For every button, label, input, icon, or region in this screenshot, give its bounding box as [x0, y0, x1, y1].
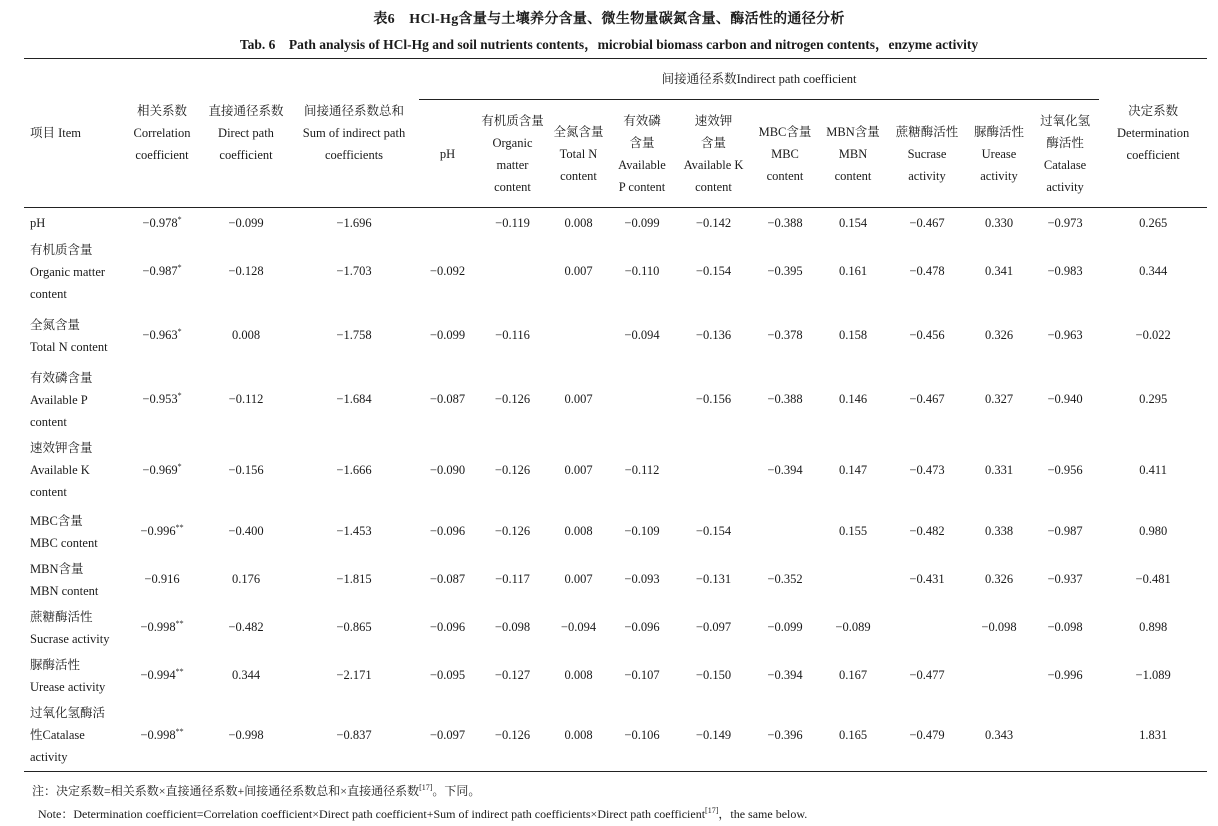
row-item-label: 速效钾含量 Available K content — [30, 441, 93, 499]
cell-indirect — [819, 556, 887, 604]
cell-direct: −0.099 — [228, 215, 264, 230]
cell-determination: −0.481 — [1135, 572, 1171, 586]
cell-indirect: 0.007 — [564, 392, 593, 406]
cell-indirect: −0.154 — [695, 264, 732, 278]
table-row — [24, 604, 1207, 652]
cell-determination: 0.411 — [1139, 462, 1167, 477]
note-cn: 注：决定系数=相关系数×直接通径系数+间接通径系数总和×直接通径系数[17]。下同。 — [32, 783, 481, 798]
cell-indirect: −0.098 — [981, 620, 1017, 634]
cell-indirect: −0.394 — [767, 462, 803, 477]
cell-indirect: −0.154 — [695, 524, 732, 538]
cell-indirect — [476, 239, 549, 305]
note-en: Note：Determination coefficient=Correlation coefficient×Direct path coefficient+Sum of indirect path coefficients×Direct path coefficient[17]，the same below. — [38, 806, 808, 821]
cell-indirect: −0.973 — [1047, 215, 1083, 230]
cell-indirect: −0.131 — [695, 572, 732, 586]
cell-indirect: −0.956 — [1047, 462, 1083, 477]
cell-determination: 0.265 — [1139, 215, 1168, 230]
cell-indirect — [608, 367, 676, 433]
cell-indirect: 0.167 — [838, 668, 868, 682]
cell-direct: −0.128 — [228, 264, 264, 278]
table-row — [24, 305, 1207, 367]
cell-indirect: −0.092 — [429, 264, 466, 278]
header-direct-path: 直接通径系数 Direct path coefficient — [203, 59, 289, 208]
cell-indirect: 0.147 — [838, 462, 868, 477]
cell-determination: 0.898 — [1139, 620, 1168, 634]
cell-correlation: −0.998** — [140, 618, 184, 634]
table-body — [24, 208, 1207, 772]
cell-indirect: −0.467 — [909, 392, 945, 406]
cell-direct: 0.008 — [231, 328, 261, 342]
header-indirect-8: 脲酶活性 Urease activity — [967, 100, 1031, 208]
cell-indirect: 0.007 — [564, 264, 593, 278]
cell-indirect: 0.341 — [984, 264, 1014, 278]
cell-direct: 0.344 — [231, 668, 261, 682]
header-sum-indirect: 间接通径系数总和 Sum of indirect path coefficients — [289, 59, 419, 208]
header-indirect-9: 过氧化氢 酶活性 Catalase activity — [1031, 100, 1099, 208]
significance-mark: ** — [175, 666, 184, 676]
cell-indirect: −0.090 — [429, 462, 466, 477]
cell-indirect: −0.087 — [429, 392, 466, 406]
cell-indirect: −0.098 — [494, 620, 531, 634]
cell-sum: −2.171 — [336, 668, 372, 682]
cell-indirect: −0.456 — [909, 328, 945, 342]
cell-indirect: −0.477 — [909, 668, 945, 682]
cell-indirect: −0.106 — [608, 700, 676, 772]
significance-mark: ** — [175, 522, 184, 532]
cell-indirect: 0.338 — [984, 524, 1014, 538]
cell-indirect: −0.096 — [429, 620, 466, 634]
cell-indirect: −0.109 — [624, 524, 660, 538]
cell-indirect: −0.097 — [419, 700, 476, 772]
cell-indirect: −0.096 — [429, 524, 466, 538]
cell-indirect: 0.007 — [564, 462, 593, 477]
cell-determination: 0.295 — [1139, 392, 1168, 406]
cell-indirect: −0.126 — [476, 700, 549, 772]
cell-indirect: −0.394 — [767, 668, 803, 682]
cell-indirect: −0.096 — [624, 620, 660, 634]
cell-indirect: −0.431 — [909, 572, 945, 586]
cell-indirect: −0.940 — [1047, 392, 1083, 406]
cell-indirect: −0.142 — [695, 215, 732, 230]
cell-indirect — [1031, 700, 1099, 772]
header-determination: 决定系数 Determination coefficient — [1099, 59, 1207, 208]
cell-direct: 0.176 — [231, 572, 261, 586]
header-indirect-5: MBC含量 MBC content — [751, 100, 819, 208]
header-indirect-1: 有机质含量 Organic matter content — [476, 100, 549, 208]
cell-indirect: −0.094 — [624, 328, 660, 342]
cell-indirect: 0.326 — [984, 328, 1014, 342]
cell-indirect: −0.388 — [767, 392, 803, 406]
cell-indirect: −0.987 — [1047, 524, 1083, 538]
cell-indirect: 0.007 — [564, 572, 593, 586]
header-item: 项目 Item — [24, 59, 121, 208]
cell-indirect: −0.396 — [751, 700, 819, 772]
cell-indirect: −0.482 — [909, 524, 945, 538]
cell-direct: −0.112 — [228, 392, 264, 406]
header-indirect-7: 蔗糖酶活性 Sucrase activity — [887, 100, 967, 208]
cell-indirect: −0.093 — [624, 572, 660, 586]
cell-indirect: −0.094 — [560, 620, 597, 634]
header-indirect-group: 间接通径系数Indirect path coefficient — [419, 59, 1099, 100]
row-item-label: 过氧化氢酶活 性Catalase activity — [24, 700, 121, 772]
cell-indirect: −0.095 — [429, 668, 466, 682]
cell-indirect: −0.467 — [909, 215, 945, 230]
cell-determination: 0.344 — [1139, 264, 1168, 278]
cell-indirect: −0.099 — [767, 620, 803, 634]
cell-indirect — [549, 305, 608, 367]
cell-sum: −0.865 — [336, 620, 372, 634]
cell-correlation: −0.996** — [140, 522, 184, 538]
cell-correlation: −0.963* — [142, 326, 182, 342]
significance-mark: ** — [175, 726, 184, 736]
row-item-label: MBN含量 MBN content — [30, 561, 99, 598]
cell-indirect: −0.473 — [909, 462, 945, 477]
cell-indirect: −0.087 — [429, 572, 466, 586]
cell-indirect: −0.150 — [695, 668, 732, 682]
cell-correlation: −0.994** — [140, 666, 184, 682]
cell-correlation: −0.998** — [121, 700, 203, 772]
row-item-label: 蔗糖酶活性 Sucrase activity — [30, 609, 110, 646]
cell-indirect: −0.126 — [494, 462, 531, 477]
cell-indirect: 0.158 — [838, 328, 868, 342]
header-indirect-0: pH — [419, 100, 476, 208]
cell-indirect: −0.937 — [1047, 572, 1083, 586]
significance-mark: * — [177, 214, 182, 224]
cell-sum: −1.666 — [336, 462, 372, 477]
path-analysis-table — [24, 58, 1207, 772]
cell-indirect: −0.136 — [695, 328, 732, 342]
cell-indirect: −0.395 — [767, 264, 803, 278]
cell-indirect: 0.330 — [984, 215, 1014, 230]
significance-mark: * — [177, 461, 182, 471]
cell-correlation: −0.987* — [142, 262, 182, 278]
cell-indirect: 0.161 — [838, 264, 868, 278]
cell-indirect: −0.388 — [767, 215, 803, 230]
cell-direct: −0.482 — [228, 620, 264, 634]
cell-indirect: −0.478 — [909, 264, 945, 278]
cell-indirect: 0.154 — [838, 215, 868, 230]
table-row — [24, 239, 1207, 305]
cell-sum: −1.684 — [336, 392, 372, 406]
header-indirect-3: 有效磷 含量 Available P content — [608, 100, 676, 208]
table-row — [24, 556, 1207, 604]
cell-correlation: −0.978* — [142, 214, 182, 230]
header-indirect-2: 全氮含量 Total N content — [549, 100, 608, 208]
cell-indirect: −0.119 — [495, 215, 530, 230]
cell-indirect: −0.099 — [624, 215, 660, 230]
cell-indirect: −0.126 — [494, 392, 531, 406]
row-item-label: 全氮含量 Total N content — [30, 317, 108, 354]
cell-indirect: −0.996 — [1047, 668, 1083, 682]
table-row — [24, 508, 1207, 556]
cell-indirect: −0.117 — [495, 572, 530, 586]
cell-sum: −0.837 — [289, 700, 419, 772]
cell-correlation: −0.953* — [142, 390, 182, 406]
cell-indirect: −0.107 — [624, 668, 660, 682]
cell-indirect: 0.165 — [819, 700, 887, 772]
cell-indirect: −0.378 — [767, 328, 803, 342]
cell-indirect: −0.352 — [767, 572, 803, 586]
cell-sum: −1.696 — [336, 215, 372, 230]
header-correlation: 相关系数 Correlation coefficient — [121, 59, 203, 208]
cell-indirect: −0.089 — [835, 620, 871, 634]
significance-mark: * — [177, 326, 182, 336]
cell-determination: 1.831 — [1099, 700, 1207, 772]
cell-indirect: 0.008 — [564, 215, 593, 230]
cell-indirect — [419, 208, 476, 239]
cell-indirect: 0.008 — [564, 524, 593, 538]
cell-direct: −0.400 — [228, 524, 264, 538]
cell-indirect: −0.127 — [494, 668, 531, 682]
cell-indirect: −0.963 — [1047, 328, 1083, 342]
table-row — [24, 208, 1207, 239]
cell-sum: −1.703 — [336, 264, 372, 278]
row-item-label: 有机质含量 Organic matter content — [30, 242, 106, 301]
cell-indirect: 0.008 — [564, 668, 593, 682]
cell-indirect — [967, 652, 1031, 700]
cell-indirect: −0.983 — [1047, 264, 1083, 278]
table-row — [24, 367, 1207, 433]
cell-sum: −1.453 — [336, 524, 372, 538]
cell-indirect: 0.326 — [984, 572, 1014, 586]
cell-indirect: −0.156 — [695, 392, 732, 406]
cell-sum: −1.758 — [336, 328, 372, 342]
table-title-en: Tab. 6 Path analysis of HCl-Hg and soil nutrients contents，microbial biomass carbon and nitrogen contents，enzyme activity — [239, 37, 979, 52]
cell-indirect — [676, 433, 751, 508]
row-item-label: 脲酶活性 Urease activity — [30, 657, 106, 694]
cell-indirect: 0.155 — [838, 524, 868, 538]
cell-indirect: −0.479 — [887, 700, 967, 772]
cell-determination: −0.022 — [1135, 328, 1171, 342]
cell-indirect: −0.112 — [624, 462, 660, 477]
significance-mark: ** — [175, 618, 184, 628]
cell-determination: 0.980 — [1139, 524, 1168, 538]
table-title-cn: 表6 HCl-Hg含量与土壤养分含量、微生物量碳氮含量、酶活性的通径分析 — [373, 12, 845, 27]
cell-indirect: −0.110 — [624, 264, 660, 278]
cell-determination: −1.089 — [1135, 668, 1171, 682]
row-item-label: 有效磷含量 Available P content — [30, 370, 93, 429]
cell-indirect: −0.098 — [1047, 620, 1083, 634]
header-indirect-4: 速效钾 含量 Available K content — [676, 100, 751, 208]
significance-mark: * — [177, 262, 182, 272]
table-row — [24, 652, 1207, 700]
cell-indirect: −0.149 — [676, 700, 751, 772]
cell-indirect: 0.331 — [984, 462, 1014, 477]
row-item-label: pH — [30, 216, 46, 231]
table-row — [24, 700, 1207, 772]
cell-indirect — [751, 508, 819, 556]
cell-indirect: −0.116 — [495, 328, 530, 342]
cell-sum: −1.815 — [336, 572, 372, 586]
cell-indirect: 0.327 — [984, 392, 1014, 406]
cell-indirect — [887, 604, 967, 652]
cell-indirect: 0.146 — [838, 392, 868, 406]
cell-indirect: −0.099 — [429, 328, 466, 342]
cell-indirect: 0.008 — [549, 700, 608, 772]
cell-indirect: −0.126 — [494, 524, 531, 538]
cell-correlation: −0.916 — [144, 572, 180, 586]
header-indirect-6: MBN含量 MBN content — [819, 100, 887, 208]
significance-mark: * — [177, 390, 182, 400]
cell-direct: −0.156 — [228, 462, 264, 477]
cell-direct: −0.998 — [203, 700, 289, 772]
cell-indirect: 0.343 — [967, 700, 1031, 772]
cell-indirect: −0.097 — [695, 620, 732, 634]
row-item-label: MBC含量 MBC content — [30, 513, 98, 550]
cell-correlation: −0.969* — [142, 461, 182, 477]
table-row — [24, 433, 1207, 508]
